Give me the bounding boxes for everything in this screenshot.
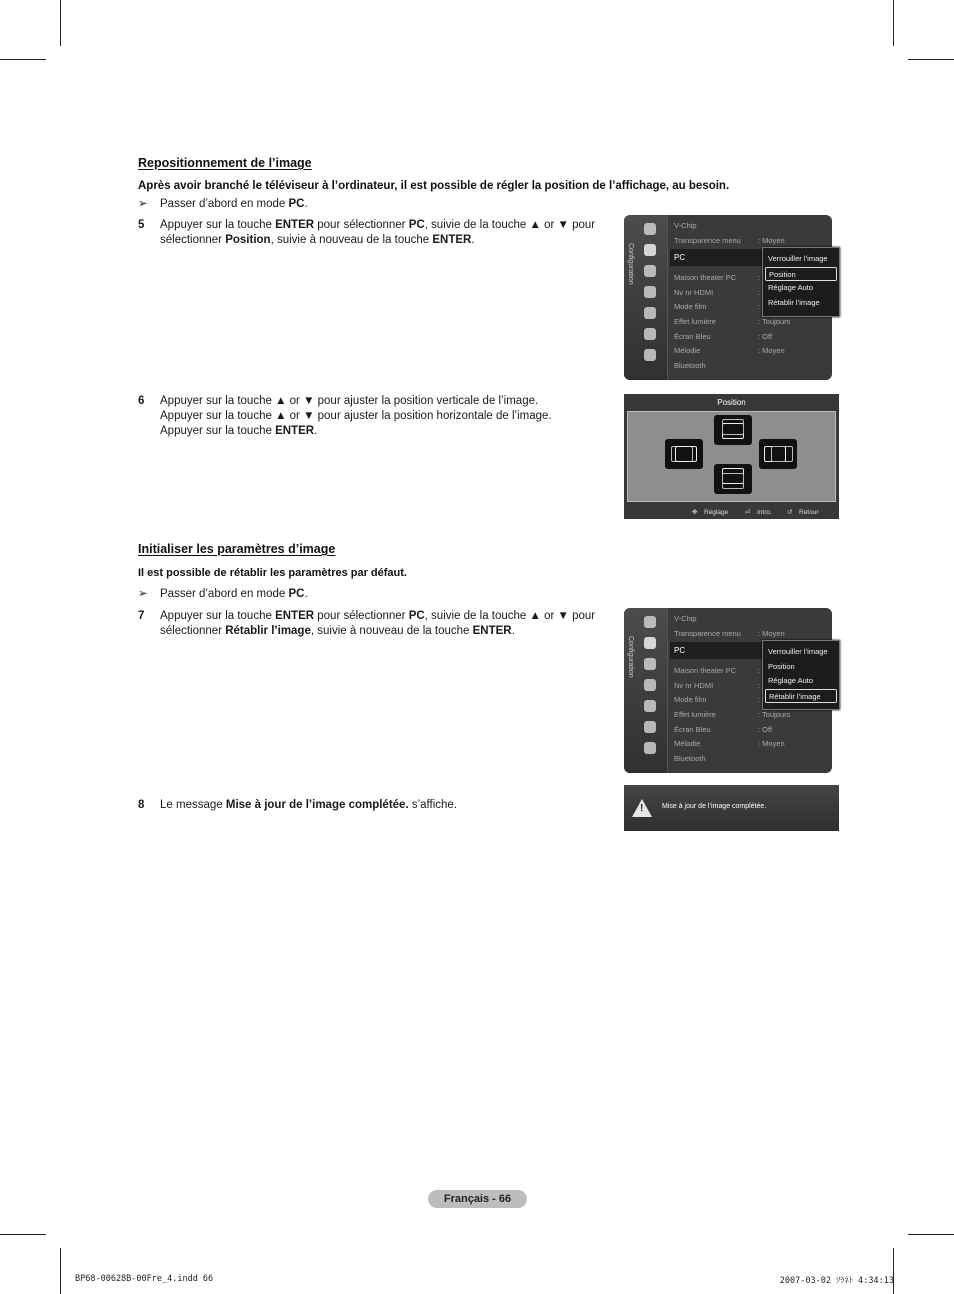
menu-side-label: Configuration	[627, 636, 634, 678]
menu-item[interactable]: Effet lumière : Toujours	[674, 709, 791, 719]
submenu-item[interactable]: Rétablir l’image	[768, 297, 820, 307]
tv-menu-retablir	[624, 608, 832, 773]
step-5: 5 Appuyer sur la touche ENTER pour sélectionner PC, suivie de la touche ▲ or ▼ pour sélectionner Position, suivie à nouveau de la touche ENTER.	[138, 219, 596, 246]
position-title: Position	[717, 398, 746, 407]
move-icon: ✥	[692, 509, 698, 516]
setup-gear-icon	[644, 244, 656, 256]
crop-mark	[0, 1234, 46, 1235]
menu-item[interactable]: Maison theater PC :	[674, 273, 761, 283]
help-icon	[644, 679, 656, 691]
crop-mark	[60, 1248, 61, 1294]
menu-item[interactable]: Mode film :	[674, 302, 761, 312]
move-up-box[interactable]	[714, 415, 752, 445]
pc-submenu	[762, 640, 840, 710]
crop-mark	[908, 59, 954, 60]
menu-item[interactable]: Écran Bleu : Off	[674, 724, 773, 734]
tv-menu-position	[624, 215, 832, 380]
position-screen	[624, 394, 839, 519]
submenu-item[interactable]: Verrouiller l’image	[768, 254, 828, 263]
section-intro: Il est possible de rétablir les paramètres par défaut.	[138, 567, 407, 579]
arrow-icon: ➢	[138, 588, 148, 600]
print-info-left: BP68-00628B-00Fre_4.indd 66	[75, 1274, 214, 1284]
picture-icon	[644, 223, 656, 235]
print-info-right: 2007-03-02 ｿﾗﾈﾄ 4:34:13	[779, 1276, 894, 1286]
crop-mark	[908, 1234, 954, 1235]
menu-item[interactable]: V-Chip	[674, 221, 697, 230]
arrow-icon: ➢	[138, 198, 148, 210]
section-title-repositionnement: Repositionnement de l’image	[138, 156, 312, 170]
input-icon	[644, 700, 656, 712]
support-icon	[644, 742, 656, 754]
menu-item[interactable]: Mélodie : Moyen	[674, 739, 785, 749]
support-icon	[644, 349, 656, 361]
message-box: ! Mise à jour de l’image complétée.	[624, 785, 839, 831]
channel-icon	[644, 265, 656, 277]
note: ➢ Passer d’abord en mode PC.	[138, 588, 308, 600]
submenu-item-selected[interactable]: Position	[765, 267, 837, 282]
menu-side-label: Configuration	[627, 243, 634, 285]
step-7: 7 Appuyer sur la touche ENTER pour sélectionner PC, suivie de la touche ▲ or ▼ pour sélectionner Rétablir l’image, suivie à nouveau de la touche ENTER.	[138, 610, 596, 637]
enter-icon: ⏎	[745, 509, 751, 516]
menu-item[interactable]: Mode film :	[674, 695, 761, 705]
submenu-item-selected[interactable]: Rétablir l’image	[765, 689, 837, 704]
menu-item[interactable]: Nv nr HDMI :	[674, 287, 761, 297]
footer-retour: Retour	[799, 509, 819, 516]
move-down-box[interactable]	[714, 464, 752, 494]
menu-item[interactable]: Bluetooth	[674, 753, 706, 763]
application-icon	[644, 721, 656, 733]
channel-icon	[644, 658, 656, 670]
submenu-item[interactable]: Réglage Auto	[768, 676, 814, 685]
pc-submenu	[762, 247, 840, 317]
menu-item-pc[interactable]: PC	[670, 249, 830, 266]
position-panel	[627, 411, 836, 502]
crop-mark	[893, 1248, 894, 1294]
menu-item[interactable]: Mélodie : Moyen	[674, 346, 785, 356]
application-icon	[644, 328, 656, 340]
menu-item[interactable]: Effet lumière : Toujours	[674, 316, 791, 326]
menu-item[interactable]: Transparence menu : Moyen	[674, 628, 785, 638]
submenu-item[interactable]: Verrouiller l’image	[768, 647, 828, 656]
footer-intro: Intro.	[757, 509, 772, 516]
submenu-item[interactable]: Position	[768, 661, 795, 671]
menu-item[interactable]: V-Chip	[674, 614, 697, 623]
section-intro: Après avoir branché le téléviseur à l’ordinateur, il est possible de régler la position de l’affichage, au besoin.	[138, 180, 730, 192]
input-icon	[644, 307, 656, 319]
section-title-initialiser: Initialiser les paramètres d’image	[138, 542, 336, 556]
crop-mark	[0, 59, 46, 60]
menu-item[interactable]: Écran Bleu : Off	[674, 331, 773, 341]
setup-gear-icon	[644, 637, 656, 649]
help-icon	[644, 286, 656, 298]
note: ➢ Passer d’abord en mode PC.	[138, 198, 308, 210]
menu-item[interactable]: Transparence menu : Moyen	[674, 235, 785, 245]
message-text: Mise à jour de l’image complétée.	[662, 803, 767, 810]
menu-item-pc[interactable]: PC	[670, 642, 830, 659]
submenu-item[interactable]: Réglage Auto	[768, 283, 814, 292]
menu-item[interactable]: Maison theater PC :	[674, 666, 761, 676]
menu-item[interactable]: Bluetooth	[674, 360, 706, 370]
crop-mark	[60, 0, 61, 46]
step-8: 8 Le message Mise à jour de l’image complétée. s’affiche.	[138, 799, 458, 811]
return-icon: ↺	[787, 509, 793, 516]
picture-icon	[644, 616, 656, 628]
move-left-box[interactable]	[665, 439, 703, 469]
menu-item[interactable]: Nv nr HDMI :	[674, 680, 761, 690]
move-right-box[interactable]	[759, 439, 797, 469]
crop-mark	[893, 0, 894, 46]
page-number: Français - 66	[428, 1190, 527, 1208]
footer-reglage: Réglage	[704, 509, 729, 516]
step-6: 6 Appuyer sur la touche ▲ or ▼ pour ajuster la position verticale de l’image. Appuyer sur la touche ▲ or ▼ pour ajuster la position horizontale de l’image. Appuyer sur la touche ENTER.	[138, 395, 552, 437]
